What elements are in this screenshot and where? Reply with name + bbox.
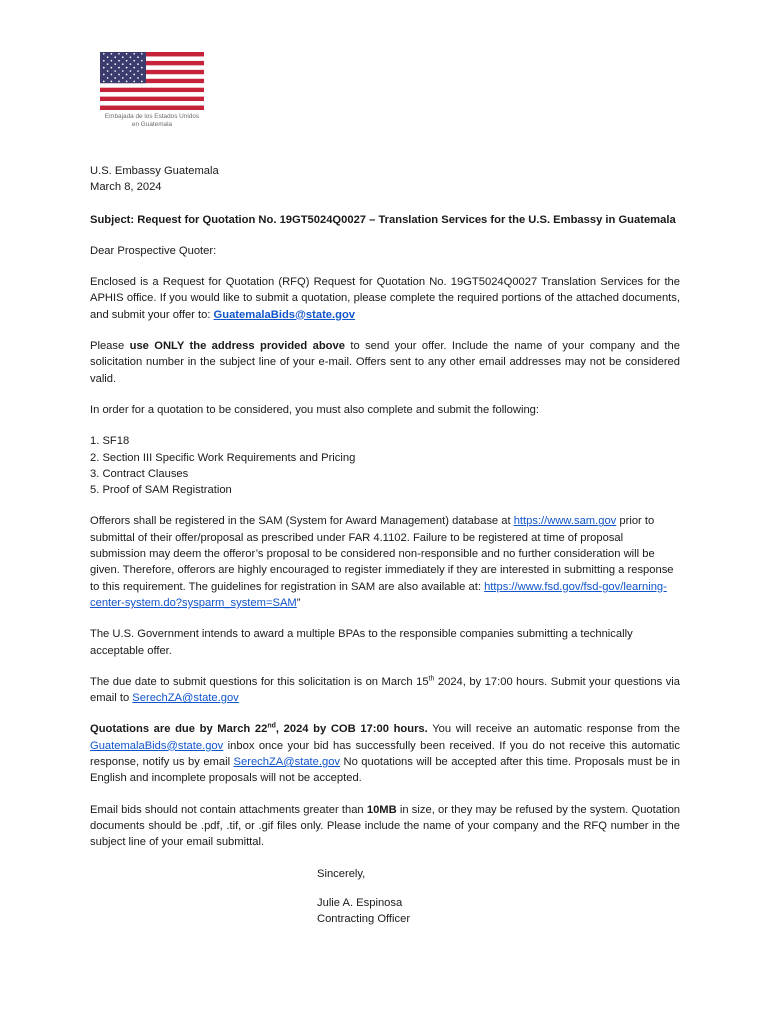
- notify-email-link[interactable]: SerechZA@state.gov: [233, 756, 341, 769]
- paragraph-award: The U.S. Government intends to award a multiple BPAs to the responsible companies submitting a technically acceptable offer.: [90, 628, 633, 657]
- list-item: 3. Contract Clauses: [90, 467, 189, 480]
- signature-block: [317, 866, 680, 928]
- questions-email-link[interactable]: SerechZA@state.gov: [132, 692, 239, 705]
- sender-org: U.S. Embassy Guatemala: [90, 165, 219, 177]
- paragraph-questions-due: The due date to submit questions for this solicitation is on March 15th 2024, by 17:00 hours. Submit your questions via email to SerechZA@state.gov: [90, 675, 681, 705]
- paragraph-attachments: Email bids should not contain attachments greater than 10MB in size, or they may be refused by the system. Quotation documents should be .pdf, .tif, or .gif files only. Please include the name of your company and the RFQ number in the subject line of your email submittal.: [90, 803, 681, 849]
- letter-date: March 8, 2024: [90, 181, 162, 194]
- salutation: Dear Prospective Quoter:: [90, 244, 217, 257]
- paragraph-requirements-intro: In order for a quotation to be considered, you must also complete and submit the following:: [90, 403, 540, 416]
- list-item: 2. Section III Specific Work Requirements and Pricing: [90, 451, 356, 464]
- logo-caption-line2: en Guatemala: [131, 121, 173, 128]
- sam-gov-link[interactable]: https://www.sam.gov: [513, 515, 617, 528]
- emphasis-address-only: use ONLY the address provided above: [129, 340, 345, 353]
- paragraph-quotations-due: Quotations are due by March 22nd, 2024 by COB 17:00 hours. You will receive an automatic response from the GuatemalaBids@state.gov inbox once your bid has successfully been received. If you do not receive this automatic response, notify us by email SerechZA@state.gov No quotations will be accepted after this time. Proposals must be in English and incomplete proposals will not be accepted.: [90, 722, 681, 785]
- list-item: 5. Proof of SAM Registration: [90, 484, 232, 497]
- us-flag-icon: [100, 52, 204, 110]
- paragraph-intro: Enclosed is a Request for Quotation (RFQ) Request for Quotation No. 19GT5024Q0027 Translation Services for the APHIS office. If you would like to submit a quotation, please complete the required portions of the attached documents, and submit your offer to: GuatemalaBids@state.gov: [90, 276, 680, 321]
- paragraph-sam-registration: Offerors shall be registered in the SAM (System for Award Management) database at https://www.sam.gov prior to submittal of their offer/proposal as prescribed under FAR 4.1102. Failure to be registered at time of proposal submission may deem the offeror’s proposal to be considered non-responsible and no further consideration will be given. Therefore, offerors are highly encouraged to register immediately if they are interested in submitting a response to this requirement. The guidelines for registration in SAM are also available at: https://www.fsd.gov/fsd-gov/learning-center-system.do?sysparm_system=SAM”: [90, 515, 674, 609]
- bids-email-link[interactable]: GuatemalaBids@state.gov: [213, 308, 356, 321]
- fsd-gov-link[interactable]: https://www.fsd.gov/fsd-gov/learning-center-system.do?sysparm_system=SAM: [90, 580, 667, 609]
- paragraph-address-only: Please use ONLY the address provided above to send your offer. Include the name of your company and the solicitation number in the subject line of your e-mail. Offers sent to any other email addresses may not be considered valid.: [90, 340, 680, 385]
- list-item: 1. SF18: [90, 435, 130, 448]
- signer-title: Contracting Officer: [317, 913, 411, 926]
- emphasis-size-limit: 10MB: [366, 803, 397, 816]
- requirements-list: [90, 433, 680, 498]
- bids-inbox-link[interactable]: GuatemalaBids@state.gov: [90, 739, 224, 752]
- subject-line: Subject: Request for Quotation No. 19GT5024Q0027 – Translation Services for the U.S. Embassy in Guatemala: [90, 213, 676, 226]
- logo-caption-line1: Embajada de los Estados Unidos: [104, 113, 200, 120]
- valediction: Sincerely,: [317, 867, 366, 880]
- signer-name: Julie A. Espinosa: [317, 896, 403, 909]
- logo-caption: [100, 113, 204, 129]
- letter-body: [90, 163, 680, 927]
- embassy-logo: [100, 52, 206, 129]
